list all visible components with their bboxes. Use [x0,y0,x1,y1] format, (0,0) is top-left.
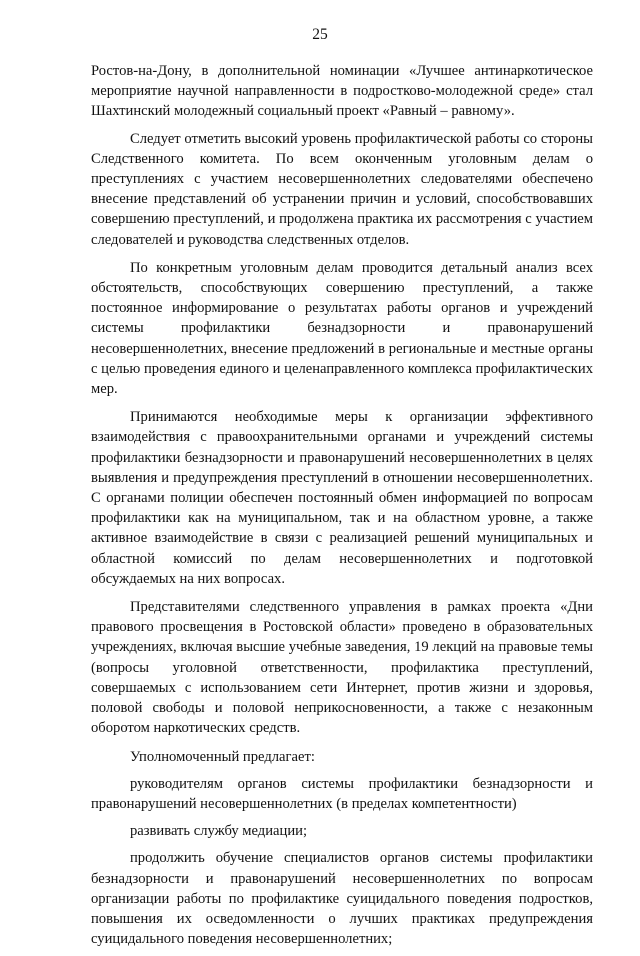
paragraph-mediation: развивать службу медиации; [130,823,308,840]
paragraph-criminal-cases-analysis: По конкретным уголовным делам проводится детальный анализ всех обстоятельств, способствующих совершению преступлений, а также постоянное информирование о результатах работы органов и учреждений системы профилактики безнадзорности и правонарушений несовершеннолетних, внесение предложений в региональные и местные органы с целью проведения единого и целенаправленного комплекса профилактических мер. [91,259,593,398]
document-body [91,61,593,956]
paragraph-interagency-cooperation: Принимаются необходимые меры к организации эффективного взаимодействия с правоохранительными органами и учреждений системы профилактики безнадзорности и правонарушений несовершеннолетних в целях выявления и предупреждения преступлений в отношении несовершеннолетних. С органами полиции обеспечен постоянный обмен информацией по вопросам профилактики как на муниципальном, так и на областном уровне, а также активное взаимодействие в связи с реализацией решений муниципальных и областной комиссий по делам несовершеннолетних и подготовкой обсуждаемых на них вопросах. [91,409,593,587]
paragraph-recipients: руководителям органов системы профилактики безнадзорности и правонарушений несовершеннолетних (в пределах компетентности) [91,775,593,812]
paragraph-continuation: Ростов-на-Дону, в дополнительной номинации «Лучшее антинаркотическое мероприятие научной направленности в подростково-молодежной среде» стал Шахтинский молодежный социальный проект «Равный – равному». [91,63,593,120]
paragraph-training: продолжить обучение специалистов органов системы профилактики безнадзорности и правонарушений несовершеннолетних по вопросам организации работы по профилактике суицидального поведения подростков, повышения их осведомленности о лучших практиках предупреждения суицидального поведения несовершеннолетних; [91,850,593,948]
paragraph-legal-education-lectures: Представителями следственного управления в рамках проекта «Дни правового просвещения в Ростовской области» проведено в образовательных учреждениях, включая высшие учебные заведения, 19 лекций на правовые темы (вопросы уголовной ответственности, профилактика преступлений, совершаемых с использованием сети Интернет, против жизни и здоровья, половой свободы и половой неприкосновенности, а также с незаконным оборотом наркотических средств. [91,599,593,737]
paragraph-investigative-committee: Следует отметить высокий уровень профилактической работы со стороны Следственного комитета. По всем оконченным уголовным делам о преступлениях с участием несовершеннолетних следователями обеспечено внесение представлений об устранении причин и условий, способствовавших совершению преступлений, и продолжена практика их рассмотрения с участием следователей и руководства следственных отделов. [91,130,593,248]
page-number: 25 [312,26,328,43]
paragraph-ombudsman-proposes: Уполномоченный предлагает: [130,748,315,765]
